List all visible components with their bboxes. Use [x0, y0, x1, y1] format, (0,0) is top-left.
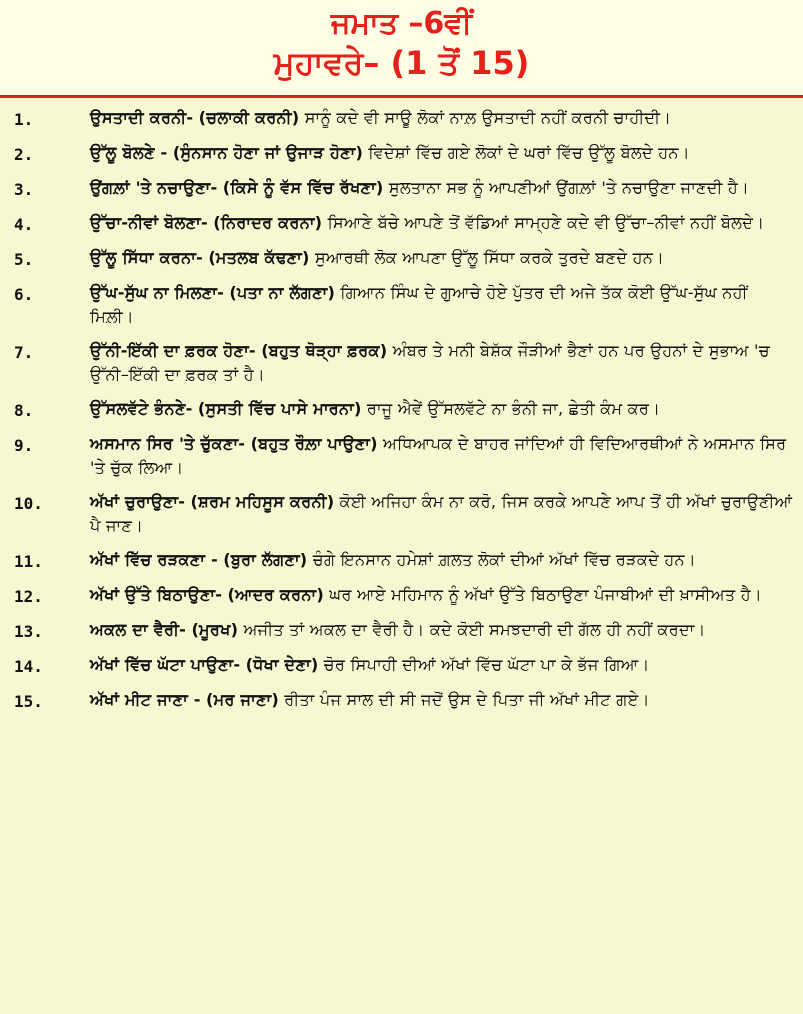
example-sentence: ਰਾਜੂ ਐਵੇਂ ਉੱਸਲਵੱਟੇ ਨਾ ਭੰਨੀ ਜਾ, ਛੇਤੀ ਕੰਮ ਕਰ। [366, 399, 661, 418]
list-item [10, 432, 793, 480]
item-number: 5. [14, 250, 34, 269]
item-text [90, 490, 793, 538]
item-number: 12. [14, 587, 43, 606]
idiom-phrase: ਅੱਖਾਂ ਉੱਤੇ ਬਿਠਾਉਣਾ- [90, 585, 223, 604]
idiom-meaning: (ਕਿਸੇ ਨੂੰ ਵੱਸ ਵਿੱਚ ਰੱਖਣਾ) [222, 178, 384, 197]
list-item [10, 397, 793, 422]
idiom-phrase: ਉੱਘ-ਸੁੱਘ ਨਾ ਮਿਲਣਾ- [90, 283, 225, 302]
list-item [10, 141, 793, 166]
example-sentence: ਰੀਤਾ ਪੰਜ ਸਾਲ ਦੀ ਸੀ ਜਦੋਂ ਉਸ ਦੇ ਪਿਤਾ ਜੀ ਅੱਖਾਂ ਮੀਟ ਗਏ। [284, 690, 650, 709]
list-item [10, 653, 793, 678]
example-sentence: ਕੋਈ ਅਜਿਹਾ ਕੰਮ ਨਾ ਕਰੋ, ਜਿਸ ਕਰਕੇ ਆਪਣੇ ਆਪ ਤੋਂ ਹੀ ਅੱਖਾਂ ਚੁਰਾਉਣੀਆਂ ਪੈ ਜਾਣ। [90, 492, 793, 535]
idiom-meaning: (ਮਰ ਜਾਣਾ) [206, 690, 279, 709]
item-text [90, 281, 793, 329]
list-item [10, 106, 793, 131]
example-sentence: ਘਰ ਆਏ ਮਹਿਮਾਨ ਨੂੰ ਅੱਖਾਂ ਉੱਤੇ ਬਿਠਾਉਣਾ ਪੰਜਾਬੀਆਂ ਦੀ ਖ਼ਾਸੀਅਤ ਹੈ। [329, 585, 763, 604]
list-item [10, 246, 793, 271]
idiom-phrase: ਅੱਖਾਂ ਵਿੱਚ ਘੱਟਾ ਪਾਉਣਾ- [90, 655, 241, 674]
header [0, 0, 803, 98]
page-subtitle: ਮੁਹਾਵਰੇ– (1 ਤੋਂ 15) [273, 44, 530, 82]
item-text [90, 106, 793, 130]
idiom-meaning: (ਮਤਲਬ ਕੱਢਣਾ) [208, 248, 310, 267]
item-text [90, 246, 793, 270]
example-sentence: ਅੰਬਰ ਤੇ ਮਨੀ ਬੇਸ਼ੱਕ ਜੌੜੀਆਂ ਭੈਣਾਂ ਹਨ ਪਰ ਉਹਨਾਂ ਦੇ ਸੁਭਾਅ 'ਚ ਉੱਨੀ–ਇੱਕੀ ਦਾ ਫ਼ਰਕ ਤਾਂ ਹੈ। [90, 341, 770, 384]
item-text [90, 688, 793, 712]
item-number: 15. [14, 692, 43, 711]
list-item [10, 176, 793, 201]
item-number: 13. [14, 622, 43, 641]
item-text [90, 583, 793, 607]
idiom-meaning: (ਮੂਰਖ) [191, 620, 239, 639]
item-number: 7. [14, 343, 34, 362]
idiom-phrase: ਉਸਤਾਦੀ ਕਰਨੀ- [90, 108, 194, 127]
idiom-phrase: ਉੱਲੂ ਸਿੱਧਾ ਕਰਨਾ- [90, 248, 203, 267]
idiom-meaning: (ਧੋਖਾ ਦੇਣਾ) [245, 655, 319, 674]
idiom-meaning: (ਬਹੁਤ ਥੋੜ੍ਹਾ ਫ਼ਰਕ) [261, 341, 388, 360]
idiom-phrase: ਅੱਖਾਂ ਚੁਰਾਉਣਾ- [90, 492, 186, 511]
idiom-meaning: (ਆਦਰ ਕਰਨਾ) [227, 585, 324, 604]
list-item [10, 281, 793, 329]
example-sentence: ਗਿਆਨ ਸਿੰਘ ਦੇ ਗੁਆਚੇ ਹੋਏ ਪੁੱਤਰ ਦੀ ਅਜੇ ਤੱਕ ਕੋਈ ਉੱਘ-ਸੁੱਘ ਨਹੀਂ ਮਿਲ਼ੀ। [90, 283, 748, 326]
example-sentence: ਸੁਲਤਾਨਾ ਸਭ ਨੂੰ ਆਪਣੀਆਂ ਉਂਗਲ਼ਾਂ 'ਤੇ ਨਚਾਉਣਾ ਜਾਣਦੀ ਹੈ। [388, 178, 750, 197]
idiom-meaning: (ਪਤਾ ਨਾ ਲੱਗਣਾ) [229, 283, 336, 302]
list-item [10, 490, 793, 538]
idiom-meaning: (ਨਿਰਾਦਰ ਕਰਨਾ) [213, 213, 323, 232]
item-number: 11. [14, 552, 43, 571]
idiom-meaning: (ਸੁਸਤੀ ਵਿੱਚ ਪਾਸੇ ਮਾਰਨਾ) [197, 399, 362, 418]
item-text [90, 141, 793, 165]
idiom-meaning: (ਸੁੰਨਸਾਨ ਹੋਣਾ ਜਾਂ ਉਜਾੜ ਹੋਣਾ) [172, 143, 364, 162]
idiom-phrase: ਉੱਲੂ ਬੋਲਣੇ - [90, 143, 168, 162]
example-sentence: ਚੋਰ ਸਿਪਾਹੀ ਦੀਆਂ ਅੱਖਾਂ ਵਿੱਚ ਘੱਟਾ ਪਾ ਕੇ ਭੱਜ ਗਿਆ। [323, 655, 650, 674]
example-sentence: ਵਿਦੇਸ਼ਾਂ ਵਿੱਚ ਗਏ ਲੋਕਾਂ ਦੇ ਘਰਾਂ ਵਿੱਚ ਉੱਲੂ ਬੋਲਦੇ ਹਨ। [368, 143, 690, 162]
list-item [10, 618, 793, 643]
item-text [90, 548, 793, 572]
idiom-meaning: (ਬਹੁਤ ਰੌਲ਼ਾ ਪਾਉਣਾ) [250, 434, 378, 453]
idiom-phrase: ਅਸਮਾਨ ਸਿਰ 'ਤੇ ਚੁੱਕਣਾ- [90, 434, 246, 453]
item-number: 1. [14, 110, 34, 129]
item-number: 14. [14, 657, 43, 676]
list-item [10, 211, 793, 236]
item-text [90, 432, 793, 480]
list-item [10, 583, 793, 608]
idiom-phrase: ਅਕਲ ਦਾ ਵੈਰੀ- [90, 620, 187, 639]
idiom-list [0, 98, 803, 713]
item-text [90, 211, 793, 235]
idiom-phrase: ਉੱਨੀ-ਇੱਕੀ ਦਾ ਫ਼ਰਕ ਹੋਣਾ- [90, 341, 256, 360]
page-title: ਜਮਾਤ –6ਵੀਂ [330, 6, 473, 41]
idiom-meaning: (ਸ਼ਰਮ ਮਹਿਸੂਸ ਕਰਨੀ) [190, 492, 335, 511]
item-number: 8. [14, 401, 34, 420]
example-sentence: ਅਜੀਤ ਤਾਂ ਅਕਲ ਦਾ ਵੈਰੀ ਹੈ। ਕਦੇ ਕੋਈ ਸਮਝਦਾਰੀ ਦੀ ਗੱਲ ਹੀ ਨਹੀਂ ਕਰਦਾ। [243, 620, 706, 639]
example-sentence: ਅਧਿਆਪਕ ਦੇ ਬਾਹਰ ਜਾਂਦਿਆਂ ਹੀ ਵਿਦਿਆਰਥੀਆਂ ਨੇ ਅਸਮਾਨ ਸਿਰ 'ਤੇ ਚੁੱਕ ਲਿਆ। [90, 434, 787, 477]
item-text [90, 339, 793, 387]
item-number: 2. [14, 145, 34, 164]
idiom-phrase: ਉਂਗਲ਼ਾਂ 'ਤੇ ਨਚਾਉਣਾ- [90, 178, 218, 197]
example-sentence: ਸਿਆਣੇ ਬੱਚੇ ਆਪਣੇ ਤੋਂ ਵੱਡਿਆਂ ਸਾਮ੍ਹਣੇ ਕਦੇ ਵੀ ਉੱਚਾ–ਨੀਵਾਂ ਨਹੀਂ ਬੋਲਦੇ। [327, 213, 765, 232]
list-item [10, 339, 793, 387]
item-text [90, 653, 793, 677]
idiom-phrase: ਉੱਸਲਵੱਟੇ ਭੰਨਣੇ- [90, 399, 193, 418]
idiom-phrase: ਉੱਚਾ-ਨੀਵਾਂ ਬੋਲਣਾ- [90, 213, 208, 232]
list-item [10, 688, 793, 713]
item-number: 4. [14, 215, 34, 234]
example-sentence: ਚੰਗੇ ਇਨਸਾਨ ਹਮੇਸ਼ਾਂ ਗ਼ਲਤ ਲੋਕਾਂ ਦੀਆਂ ਅੱਖਾਂ ਵਿੱਚ ਰੜਕਦੇ ਹਨ। [312, 550, 696, 569]
idiom-phrase: ਅੱਖਾਂ ਵਿੱਚ ਰੜਕਣਾ - [90, 550, 218, 569]
idiom-meaning: (ਚਲਾਕੀ ਕਰਨੀ) [198, 108, 300, 127]
idiom-phrase: ਅੱਖਾਂ ਮੀਟ ਜਾਣਾ - [90, 690, 201, 709]
list-item [10, 548, 793, 573]
item-number: 6. [14, 285, 34, 304]
item-text [90, 618, 793, 642]
example-sentence: ਸਾਨੂੰ ਕਦੇ ਵੀ ਸਾਊ ਲੋਕਾਂ ਨਾਲ਼ ਉਸਤਾਦੀ ਨਹੀਂ ਕਰਨੀ ਚਾਹੀਦੀ। [304, 108, 672, 127]
idiom-meaning: (ਬੁਰਾ ਲੱਗਣਾ) [223, 550, 308, 569]
item-text [90, 397, 793, 421]
example-sentence: ਸੁਆਰਥੀ ਲੋਕ ਆਪਣਾ ਉੱਲੂ ਸਿੱਧਾ ਕਰਕੇ ਤੁਰਦੇ ਬਣਦੇ ਹਨ। [314, 248, 665, 267]
item-number: 3. [14, 180, 34, 199]
item-text [90, 176, 793, 200]
item-number: 9. [14, 436, 34, 455]
item-number: 10. [14, 494, 43, 513]
